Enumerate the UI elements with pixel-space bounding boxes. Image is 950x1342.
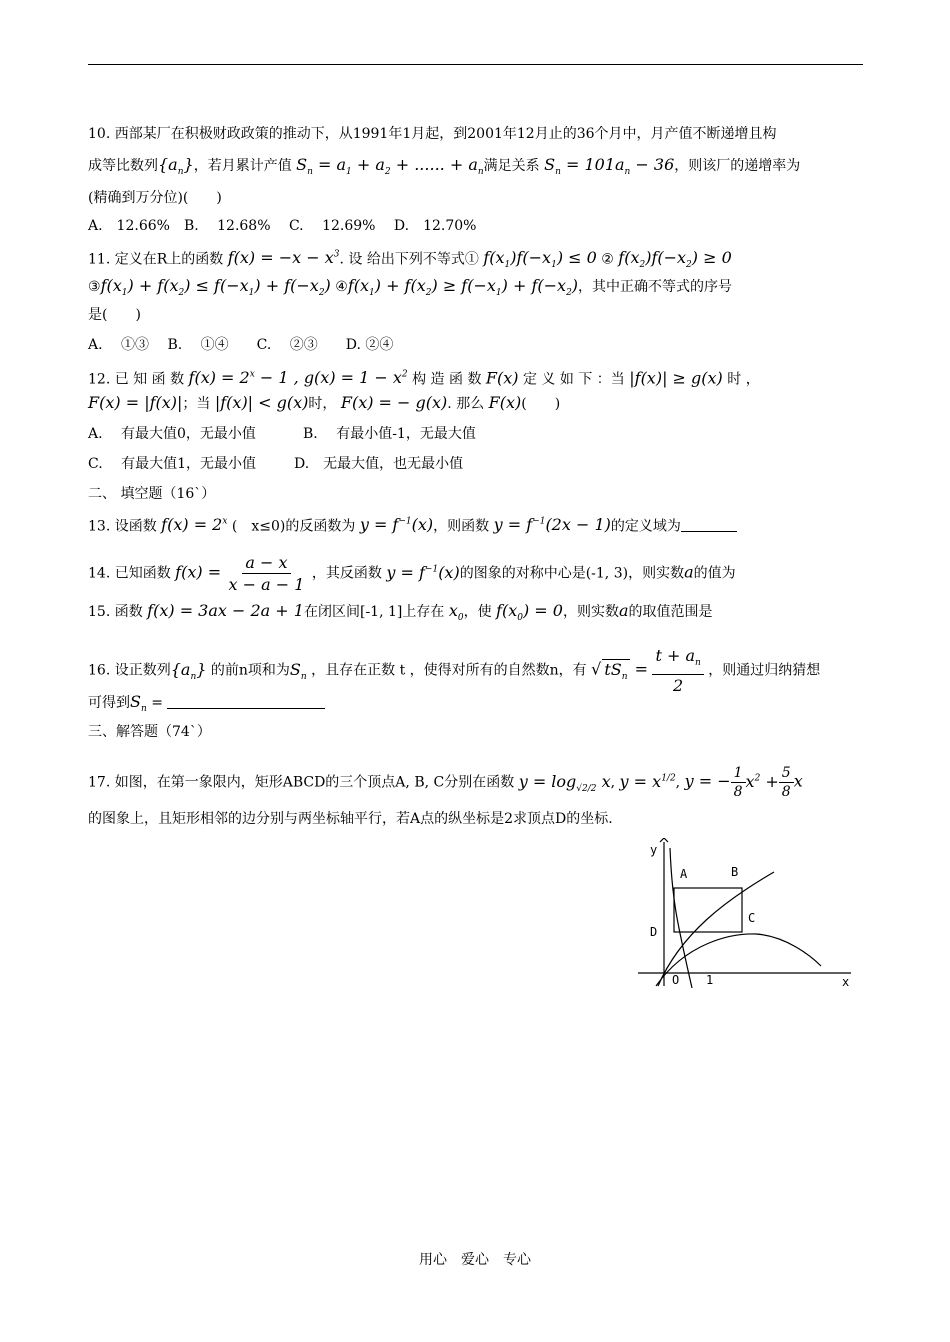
x-label: x bbox=[842, 975, 850, 988]
section-3-heading: 三、解答题（74`） bbox=[88, 724, 211, 740]
q10-line-2: 成等比数列$\{a_n\}$，若月累计产值 $S_n = a_1 + a_2$ + ...... + $a_n$满足关系 $S_n = 101a_n - 36$，则该厂的递增率为 bbox=[88, 155, 801, 178]
y-label: y bbox=[650, 843, 658, 857]
q11-line-2: $③f(x_1) + f(x_2) \le f(-x_1) + f(-x_2)$ $④f(x_1) + f(x_2) \ge f(-x_1) + f(-x_2)$，其中正确不等式的序号 bbox=[88, 276, 733, 299]
section-2-heading: 二、 填空题（16`） bbox=[88, 486, 216, 502]
q12-options-cd: C. 有最大值1，无最小值 D. 无最大值，也无最小值 bbox=[88, 456, 464, 472]
q14: 14. 已知函数 f(x) = $\frac{a - x}{x - a - 1}$ ，其反函数 $y = f^{-1}(x)$的图象的对称中心是(-1, 3)，则实数a的值为 bbox=[88, 553, 736, 594]
sqrt-curve bbox=[658, 872, 774, 986]
q11-line-1: 11. 定义在R上的函数 $f(x) = -x - x^3$. 设 给出下列不等式① $f(x_1)f(-x_1) \le 0$ ② $f(x_2)f(-x_2) \ge 0$ bbox=[88, 248, 732, 271]
tick-one-label: 1 bbox=[706, 973, 714, 987]
y-axis-arrow bbox=[660, 838, 668, 842]
origin-label: O bbox=[672, 973, 680, 987]
q10-options: A. 12.66% B. 12.68% C. 12.69% D. 12.70% bbox=[88, 218, 477, 234]
page-footer: 用心 爱心 专心 bbox=[419, 1252, 531, 1268]
point-b-label: B bbox=[731, 865, 739, 879]
rectangle-abcd bbox=[674, 888, 742, 932]
q12-line-2: F(x) = |f(x)|；当 |f(x)| < g(x)时， F(x) = − g(x). 那么 F(x)( ) bbox=[88, 393, 561, 412]
point-d-label: D bbox=[650, 925, 658, 939]
q10-line-1: 10. 西部某厂在积极财政政策的推动下，从1991年1月起，到2001年12月止的36个月中，月产值不断递增且构 bbox=[88, 126, 777, 142]
coordinate-figure bbox=[636, 838, 856, 988]
q11-line-3: 是( ) bbox=[88, 307, 141, 323]
q12-options-ab: A. 有最大值0，无最小值 B. 有最小值-1，无最大值 bbox=[88, 426, 476, 442]
parabola-curve bbox=[656, 934, 821, 986]
q12-line-1: 12. 已 知 函 数 $f(x) = 2^x - 1$ , $g(x) = 1 - x^2$ 构 造 函 数 F(x) 定 义 如 下 ：当 |f(x)| ≥ g(x) 时 ， bbox=[88, 368, 760, 388]
point-a-label: A bbox=[680, 867, 688, 881]
q16-line-1: 16. 设正数列$\{a_n\}$ 的前n项和为$S_n$ ，且存在正数 t ，使得对所有的自然数n，有 √ $tS_n$ = $\frac{t + a_n}{2}$ ，则通过归纳猜想 bbox=[88, 646, 821, 696]
q16-line-2: 可得到$S_n$ = bbox=[88, 692, 325, 719]
q13: 13. 设函数 $f(x) = 2^x$ ( x≤0)的反函数为 $y = f^{-1}(x)$，则函数 $y = f^{-1}(2x - 1)$的定义域为 bbox=[88, 512, 737, 536]
header-rule bbox=[88, 64, 863, 65]
q15: 15. 函数 f(x) = 3ax − 2a + 1在闭区间[-1, 1]上存在 $x_0$，使 $f(x_0) = 0$，则实数a的取值范围是 bbox=[88, 601, 713, 624]
q11-options: A. ①③ B. ①④ C. ②③ D. ②④ bbox=[88, 337, 394, 353]
point-c-label: C bbox=[748, 911, 756, 925]
q17-line-2: 的图象上，且矩形相邻的边分别与两坐标轴平行，若A点的纵坐标是2求顶点D的坐标. bbox=[88, 811, 613, 827]
q17-line-1: 17. 如图，在第一象限内，矩形ABCD的三个顶点A, B, C分别在函数 $y = \log_{√2/2} x$, $y = x^{1/2}$, y = − $\frac{1}{8}$ $x^2$ + $\frac{5}{8}$ x bbox=[88, 765, 803, 800]
q10-line-3: (精确到万分位)( ) bbox=[88, 190, 222, 206]
